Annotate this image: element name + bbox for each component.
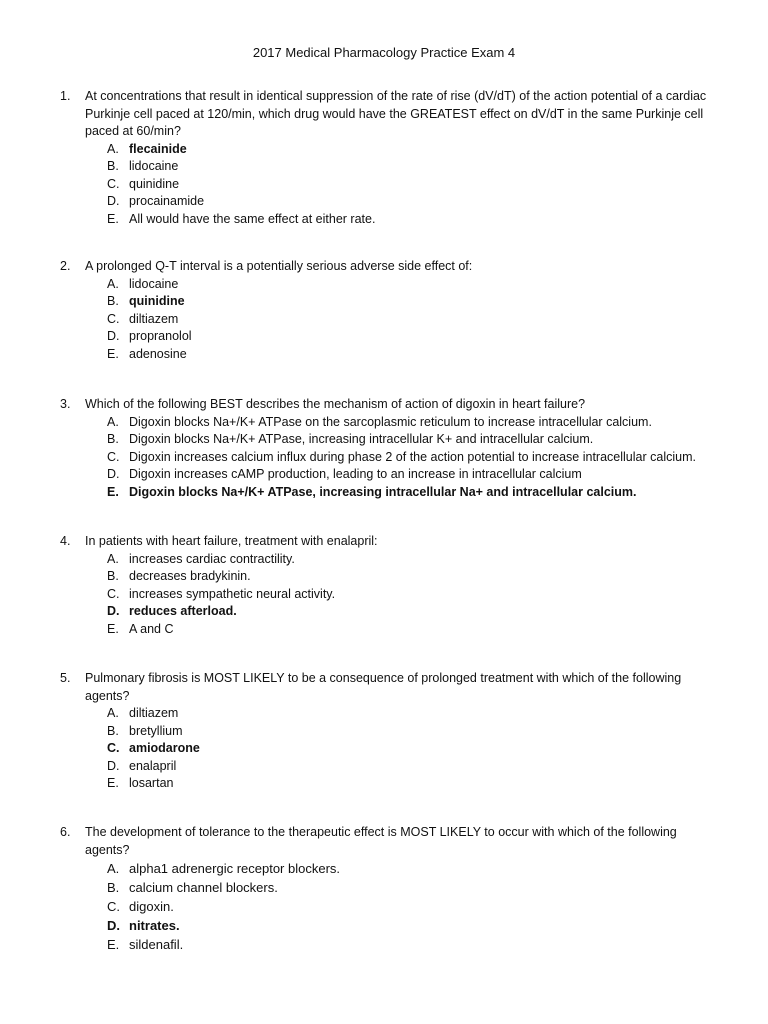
answer-option [107,586,720,604]
answer-option [107,193,720,211]
answer-option [107,621,720,639]
option-letter: C. [107,586,120,601]
question-number: 2. [60,259,71,273]
option-letter: C. [107,311,120,326]
answer-option [107,328,720,346]
option-letter: D. [107,467,120,481]
option-text: reduces afterload. [129,604,237,618]
answer-option [107,276,720,294]
answer-option [107,158,720,176]
question-5 [60,670,720,793]
option-letter: C. [107,741,120,755]
option-letter: E. [107,211,119,226]
option-text: amiodarone [129,741,200,755]
option-letter: A. [107,141,119,156]
answer-option [107,176,720,194]
answer-options [107,141,720,229]
option-letter: B. [107,432,119,446]
question-text: A prolonged Q-T interval is a potentially serious adverse side effect of: [85,259,473,273]
option-letter: A. [107,414,119,429]
option-text: sildenafil. [129,937,184,952]
question-stem [60,258,720,276]
answer-option [107,431,720,449]
option-letter: D. [107,194,120,208]
answer-option [107,211,720,229]
answer-option [107,551,720,569]
option-letter: B. [107,723,119,738]
answer-options [107,705,720,793]
answer-option [107,484,720,502]
answer-option [107,935,720,954]
answer-options [107,551,720,639]
question-1 [60,88,720,228]
question-stem [60,824,720,859]
answer-option [107,705,720,723]
question-stem [60,533,720,551]
option-text: Digoxin increases cAMP production, leading to an increase in intracellular calcium [129,467,582,481]
answer-options [107,276,720,364]
answer-options [107,414,720,502]
option-letter: D. [107,758,120,773]
option-letter: B. [107,294,119,308]
question-text: Pulmonary fibrosis is MOST LIKELY to be a consequence of prolonged treatment with which of the following agents? [85,671,682,703]
option-text: propranolol [129,329,192,343]
option-letter: C. [107,176,120,191]
option-text: increases sympathetic neural activity. [129,586,336,601]
option-letter: A. [107,861,120,876]
option-letter: C. [107,449,120,464]
question-4 [60,533,720,638]
question-text: Which of the following BEST describes the mechanism of action of digoxin in heart failure? [85,397,586,411]
option-letter: A. [107,551,119,566]
question-2 [60,258,720,363]
answer-option [107,466,720,484]
option-text: quinidine [129,294,185,308]
option-letter: E. [107,484,119,499]
answer-option [107,775,720,793]
answer-option [107,449,720,467]
option-text: lidocaine [129,159,179,173]
answer-option [107,311,720,329]
answer-option [107,346,720,364]
question-number: 5. [60,671,71,685]
option-text: procainamide [129,194,205,208]
option-letter: E. [107,346,119,361]
answer-option [107,603,720,621]
option-text: calcium channel blockers. [129,880,278,895]
option-letter: E. [107,937,120,952]
option-text: lidocaine [129,276,179,291]
option-text: nitrates. [129,918,180,933]
option-text: alpha1 adrenergic receptor blockers. [129,861,341,876]
option-text: Digoxin blocks Na+/K+ ATPase, increasing intracellular K+ and intracellular calcium. [129,432,594,446]
option-text: flecainide [129,141,187,156]
option-letter: A. [107,706,119,720]
question-number: 3. [60,397,71,411]
answer-option [107,916,720,935]
question-number: 4. [60,534,71,548]
option-text: Digoxin blocks Na+/K+ ATPase, increasing intracellular Na+ and intracellular calcium. [129,484,637,499]
option-letter: A. [107,276,119,291]
option-letter: C. [107,899,120,914]
option-text: bretyllium [129,723,183,738]
question-stem [60,396,720,414]
answer-option [107,414,720,432]
answer-option [107,141,720,159]
option-text: Digoxin increases calcium influx during phase 2 of the action potential to increase intracellular calcium. [129,449,696,464]
answer-option [107,740,720,758]
answer-option [107,293,720,311]
answer-option [107,723,720,741]
option-letter: E. [107,621,119,636]
question-text: At concentrations that result in identical suppression of the rate of rise (dV/dT) of the action potential of a cardiac Purkinje cell paced at 120/min, which drug would have the GREATEST effect on dV/dT in the same Purkinje cell paced at 60/min? [85,89,707,138]
answer-option [107,758,720,776]
question-6 [60,824,720,954]
option-text: A and C [129,621,174,636]
page-title: 2017 Medical Pharmacology Practice Exam 4 [252,45,516,60]
option-letter: B. [107,880,120,895]
option-text: quinidine [129,176,180,191]
question-text: In patients with heart failure, treatment with enalapril: [85,534,378,548]
answer-option [107,568,720,586]
answer-option [107,897,720,916]
option-text: enalapril [129,758,177,773]
question-number: 6. [60,825,71,839]
option-text: Digoxin blocks Na+/K+ ATPase on the sarcoplasmic reticulum to increase intracellular calcium. [129,414,652,429]
option-text: All would have the same effect at either rate. [129,211,376,226]
option-letter: D. [107,918,120,933]
option-letter: E. [107,776,119,790]
option-letter: D. [107,604,120,618]
question-stem [60,670,720,705]
option-text: increases cardiac contractility. [129,551,295,566]
option-letter: B. [107,159,119,173]
question-stem [60,88,720,141]
question-3 [60,396,720,501]
option-text: adenosine [129,346,187,361]
option-letter: D. [107,329,120,343]
option-text: decreases bradykinin. [129,569,251,583]
answer-option [107,878,720,897]
question-text: The development of tolerance to the therapeutic effect is MOST LIKELY to occur with which of the following agents? [85,825,677,857]
option-text: digoxin. [129,899,174,914]
option-letter: B. [107,569,119,583]
option-text: losartan [129,776,174,790]
answer-options [107,859,720,954]
answer-option [107,859,720,878]
question-number: 1. [60,89,71,103]
option-text: diltiazem [129,706,179,720]
option-text: diltiazem [129,311,179,326]
